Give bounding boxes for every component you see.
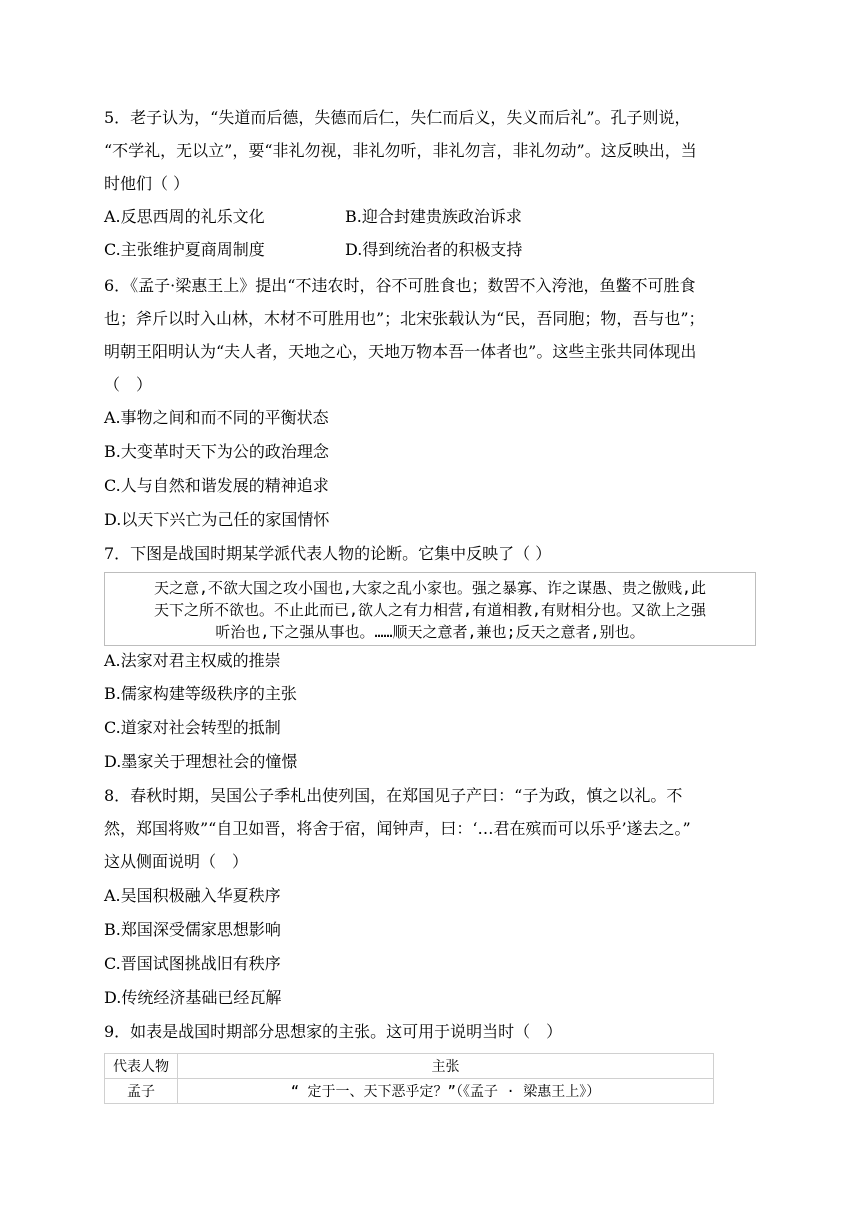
q5-option-c[interactable]: C.主张维护夏商周制度 — [104, 240, 265, 259]
q6-option-c[interactable]: C.人与自然和谐发展的精神追求 — [104, 476, 329, 495]
q7-quote-line: 听治也,下之强从事也。……顺天之意者,兼也;反天之意者,别也。 — [215, 623, 645, 641]
q5-stem-line: “不学礼，无以立”，要“非礼勿视，非礼勿听，非礼勿言，非礼勿动”。这反映出，当 — [104, 141, 697, 160]
q5-stem-line: 时他们（ ） — [104, 174, 190, 193]
table-header-row — [105, 1054, 714, 1079]
q8-stem-line: 8．春秋时期，吴国公子季札出使列国，在郑国见子产曰：“子为政，慎之以礼。不 — [104, 786, 683, 805]
q6-stem-line: 也；斧斤以时入山林，木材不可胜用也”；北宋张载认为“民，吾同胞；物，吾与也”； — [104, 309, 705, 328]
q7-option-d[interactable]: D.墨家关于理想社会的憧憬 — [104, 752, 298, 771]
q7-quote-box — [104, 572, 756, 646]
table-header-cell: 主张 — [178, 1054, 714, 1079]
q6-option-b[interactable]: B.大变革时天下为公的政治理念 — [104, 442, 329, 461]
q8-option-b[interactable]: B.郑国深受儒家思想影响 — [104, 920, 281, 939]
q8-option-d[interactable]: D.传统经济基础已经瓦解 — [104, 988, 282, 1007]
q9-stem: 9．如表是战国时期部分思想家的主张。这可用于说明当时（ ） — [104, 1022, 563, 1041]
q6-stem-line: 6．《孟子·梁惠王上》提出“不违农时，谷不可胜食也；数罟不入洿池，鱼鳖不可胜食 — [104, 276, 696, 295]
q7-option-c[interactable]: C.道家对社会转型的抵制 — [104, 718, 281, 737]
q7-quote-line: 天下之所不欲也。不止此而已,欲人之有力相营,有道相教,有财相分也。又欲上之强 — [153, 601, 707, 619]
q6-stem-line: 明朝王阳明认为“夫人者，天地之心，天地万物本吾一体者也”。这些主张共同体现出 — [104, 342, 697, 361]
q7-stem: 7．下图是战国时期某学派代表人物的论断。它集中反映了（ ） — [104, 544, 552, 563]
q8-option-c[interactable]: C.晋国试图挑战旧有秩序 — [104, 954, 281, 973]
q7-option-b[interactable]: B.儒家构建等级秩序的主张 — [104, 684, 297, 703]
q6-stem-line: （ ） — [104, 375, 153, 394]
q6-option-d[interactable]: D.以天下兴亡为己任的家国情怀 — [104, 510, 330, 529]
q9-table — [104, 1053, 714, 1104]
q5-option-d[interactable]: D.得到统治者的积极支持 — [345, 240, 523, 259]
q7-quote-line: 天之意,不欲大国之攻小国也,大家之乱小家也。强之暴寡、诈之谋愚、贵之傲贱,此 — [153, 579, 707, 597]
table-header-cell: 代表人物 — [105, 1054, 178, 1079]
table-cell: “ 定于一、天下恶乎定？”（《孟子 · 梁惠王上》） — [178, 1079, 714, 1104]
table-cell: 孟子 — [105, 1079, 178, 1104]
q6-option-a[interactable]: A.事物之间和而不同的平衡状态 — [104, 408, 329, 427]
q8-stem-line: 然，郑国将败”“自卫如晋，将舍于宿，闻钟声，曰：‘…君在殡而可以乐乎’遂去之。” — [104, 819, 691, 838]
q7-option-a[interactable]: A.法家对君主权威的推崇 — [104, 651, 281, 670]
q5-option-a[interactable]: A.反思西周的礼乐文化 — [104, 207, 265, 226]
q8-stem-line: 这从侧面说明（ ） — [104, 852, 249, 871]
q5-stem-line: 5．老子认为，“失道而后德，失德而后仁，失仁而后义，失义而后礼”。孔子则说， — [104, 108, 691, 127]
q8-option-a[interactable]: A.吴国积极融入华夏秩序 — [104, 886, 281, 905]
table-row — [105, 1079, 714, 1104]
q5-option-b[interactable]: B.迎合封建贵族政治诉求 — [345, 207, 522, 226]
